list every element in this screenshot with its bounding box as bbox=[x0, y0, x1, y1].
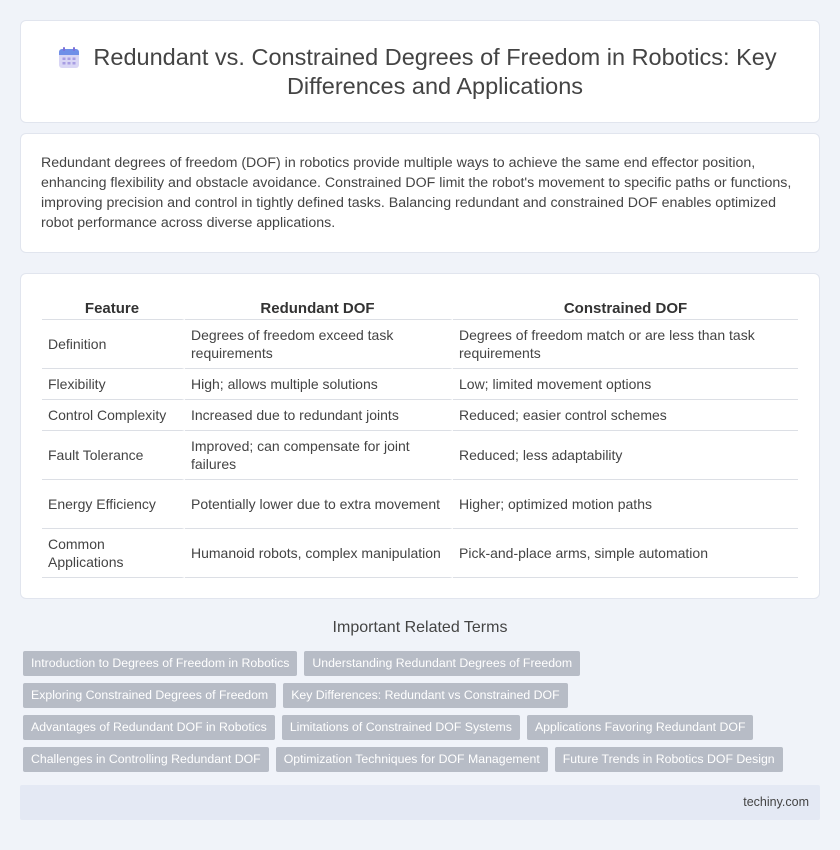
related-terms-title: Important Related Terms bbox=[332, 619, 508, 636]
table-cell: Improved; can compensate for joint failures bbox=[185, 431, 453, 480]
related-term-tag[interactable]: Understanding Redundant Degrees of Freedom bbox=[304, 651, 580, 676]
table-cell: Control Complexity bbox=[42, 400, 185, 431]
related-term-tag[interactable]: Exploring Constrained Degrees of Freedom bbox=[23, 683, 276, 708]
table-cell: Increased due to redundant joints bbox=[185, 400, 453, 431]
intro-card bbox=[20, 133, 820, 253]
page-title: Redundant vs. Constrained Degrees of Freedom in Robotics: Key Differences and Applications bbox=[93, 43, 777, 99]
related-term-tag[interactable]: Challenges in Controlling Redundant DOF bbox=[23, 747, 269, 772]
table-cell: High; allows multiple solutions bbox=[185, 369, 453, 400]
related-term-tag[interactable]: Applications Favoring Redundant DOF bbox=[527, 715, 754, 740]
header-card bbox=[20, 20, 820, 123]
related-term-tag[interactable]: Introduction to Degrees of Freedom in Robotics bbox=[23, 651, 297, 676]
table-cell: Fault Tolerance bbox=[42, 431, 185, 480]
table-cell: Reduced; easier control schemes bbox=[453, 400, 798, 431]
table-row bbox=[42, 369, 798, 400]
table-cell: Humanoid robots, complex manipulation bbox=[185, 529, 453, 578]
table-cell: Flexibility bbox=[42, 369, 185, 400]
table-cell: Potentially lower due to extra movement bbox=[185, 480, 453, 529]
comparison-table-card bbox=[20, 273, 820, 599]
footer bbox=[20, 785, 820, 820]
related-term-tag[interactable]: Optimization Techniques for DOF Management bbox=[276, 747, 548, 772]
related-term-tag[interactable]: Advantages of Redundant DOF in Robotics bbox=[23, 715, 275, 740]
column-header-feature: Feature bbox=[42, 294, 185, 320]
table-cell: Common Applications bbox=[42, 529, 185, 578]
related-terms-list bbox=[23, 651, 823, 779]
table-row bbox=[42, 480, 798, 529]
table-header-row bbox=[42, 294, 798, 320]
table-row bbox=[42, 400, 798, 431]
table-cell: Energy Efficiency bbox=[42, 480, 185, 529]
table-cell: Definition bbox=[42, 320, 185, 369]
table-row bbox=[42, 431, 798, 480]
table-cell: Degrees of freedom exceed task requirements bbox=[185, 320, 453, 369]
table-row bbox=[42, 529, 798, 578]
table-cell: Pick-and-place arms, simple automation bbox=[453, 529, 798, 578]
comparison-table bbox=[42, 294, 798, 578]
related-term-tag[interactable]: Limitations of Constrained DOF Systems bbox=[282, 715, 520, 740]
related-term-tag[interactable]: Key Differences: Redundant vs Constrained DOF bbox=[283, 683, 567, 708]
table-row bbox=[42, 320, 798, 369]
table-cell: Low; limited movement options bbox=[453, 369, 798, 400]
table-cell: Higher; optimized motion paths bbox=[453, 480, 798, 529]
related-term-tag[interactable]: Future Trends in Robotics DOF Design bbox=[555, 747, 783, 772]
table-cell: Degrees of freedom match or are less than task requirements bbox=[453, 320, 798, 369]
column-header-constrained: Constrained DOF bbox=[453, 294, 798, 320]
table-cell: Reduced; less adaptability bbox=[453, 431, 798, 480]
footer-site-link[interactable]: techiny.com bbox=[743, 795, 809, 809]
column-header-redundant: Redundant DOF bbox=[185, 294, 453, 320]
intro-text: Redundant degrees of freedom (DOF) in robotics provide multiple ways to achieve the same end effector position, enhancing flexibility and obstacle avoidance. Constrained DOF limit the robot's movement to specific paths or functions, improving precision and control in tightly defined tasks. Balancing redundant and constrained DOF enables optimized robot performance across diverse applications. bbox=[41, 155, 792, 231]
